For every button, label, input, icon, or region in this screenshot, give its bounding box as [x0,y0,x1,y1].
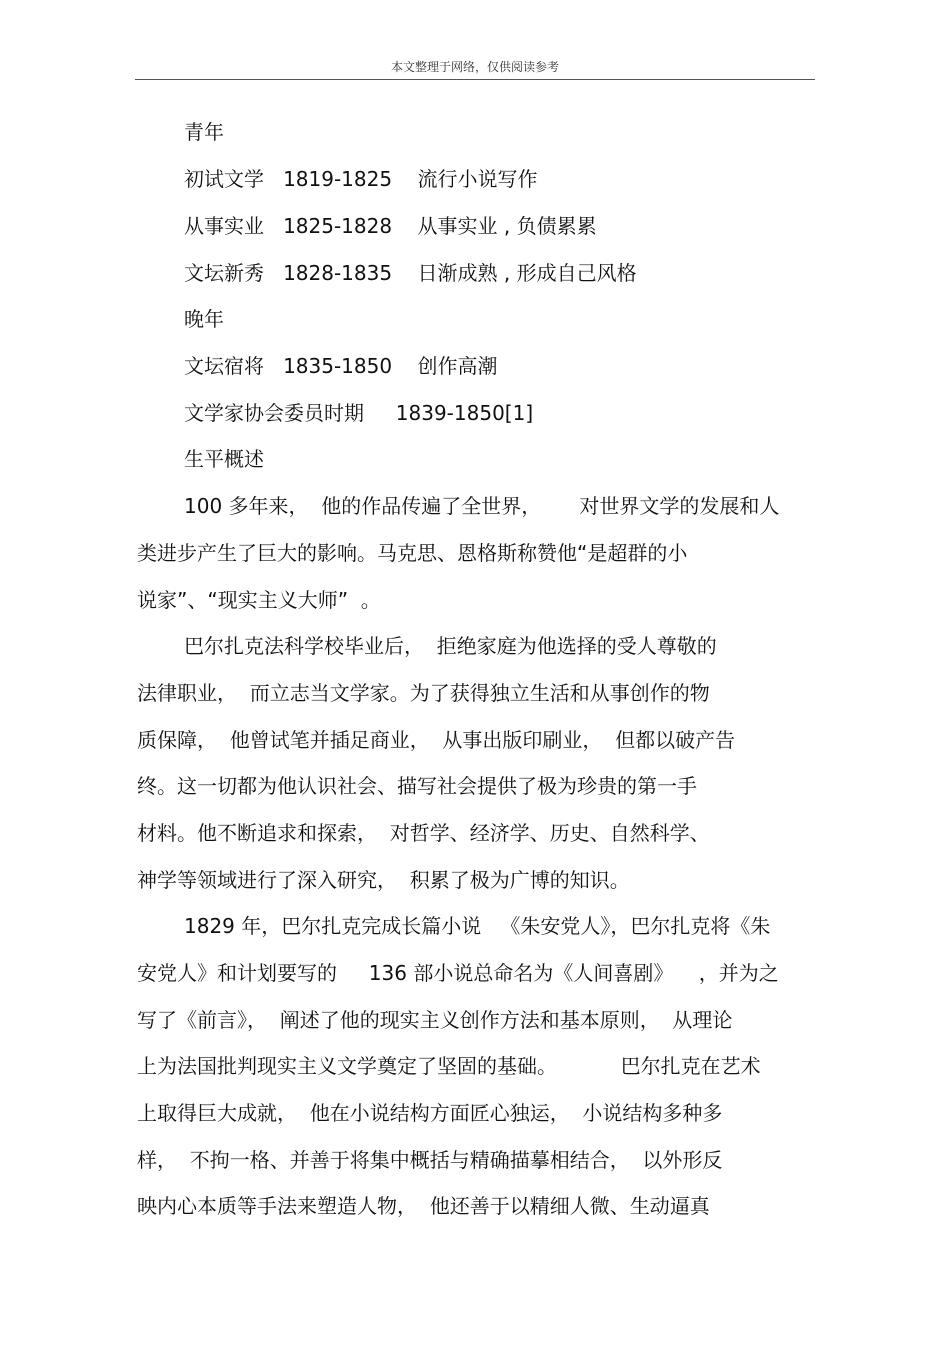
paragraph-line: 上取得巨大成就， 他在小说结构方面匠心独运， 小说结构多种多 [137,1101,723,1125]
timeline-row: 文坛宿将 1835-1850 创作高潮 [184,354,498,378]
paragraph-line: 质保障， 他曾试笔并插足商业， 从事出版印刷业， 但都以破产告 [137,728,736,752]
paragraph-line: 终。这一切都为他认识社会、描写社会提供了极为珍贵的第一手 [137,774,697,798]
timeline-row: 文坛新秀 1828-1835 日渐成熟 , 形成自己风格 [184,261,637,285]
paragraph-line: 法律职业， 而立志当文学家。为了获得独立生活和从事创作的物 [137,681,710,705]
paragraph-line: 100 多年来， 他的作品传遍了全世界， 对世界文学的发展和人 [184,494,780,518]
paragraph-line: 类进步产生了巨大的影响。马克思、恩格斯称赞他“是超群的小 [137,541,688,565]
section-heading-late-years: 晚年 [184,307,224,331]
page-header: 本文整理于网络，仅供阅读参考 [390,60,559,74]
paragraph-line: 神学等领域进行了深入研究， 积累了极为广博的知识。 [137,868,630,892]
paragraph-line: 上为法国批判现实主义文学奠定了坚固的基础。 巴尔扎克在艺术 [137,1054,761,1078]
paragraph-line: 巴尔扎克法科学校毕业后， 拒绝家庭为他选择的受人尊敬的 [184,634,717,658]
header-divider [135,79,815,80]
timeline-row: 从事实业 1825-1828 从事实业 , 负债累累 [184,214,597,238]
section-heading-youth: 青年 [184,120,224,144]
paragraph-line: 1829 年，巴尔扎克完成长篇小说 《朱安党人》，巴尔扎克将《朱 [184,914,771,938]
paragraph-line: 映内心本质等手法来塑造人物， 他还善于以精细人微、生动逼真 [137,1194,710,1218]
timeline-row: 初试文学 1819-1825 流行小说写作 [184,167,538,191]
section-heading-biography: 生平概述 [184,447,264,471]
paragraph-line: 样， 不拘一格、并善于将集中概括与精确描摹相结合， 以外形反 [137,1148,723,1172]
paragraph-line: 安党人》和计划要写的 136 部小说总命名为《人间喜剧》 ，并为之 [137,961,779,985]
paragraph-line: 说家”、“现实主义大师” 。 [137,588,381,612]
paragraph-line: 写了《前言》， 阐述了他的现实主义创作方法和基本原则， 从理论 [137,1008,733,1032]
paragraph-line: 材料。他不断追求和探索， 对哲学、经济学、历史、自然科学、 [137,821,710,845]
timeline-row: 文学家协会委员时期 1839-1850[1] [184,401,534,425]
